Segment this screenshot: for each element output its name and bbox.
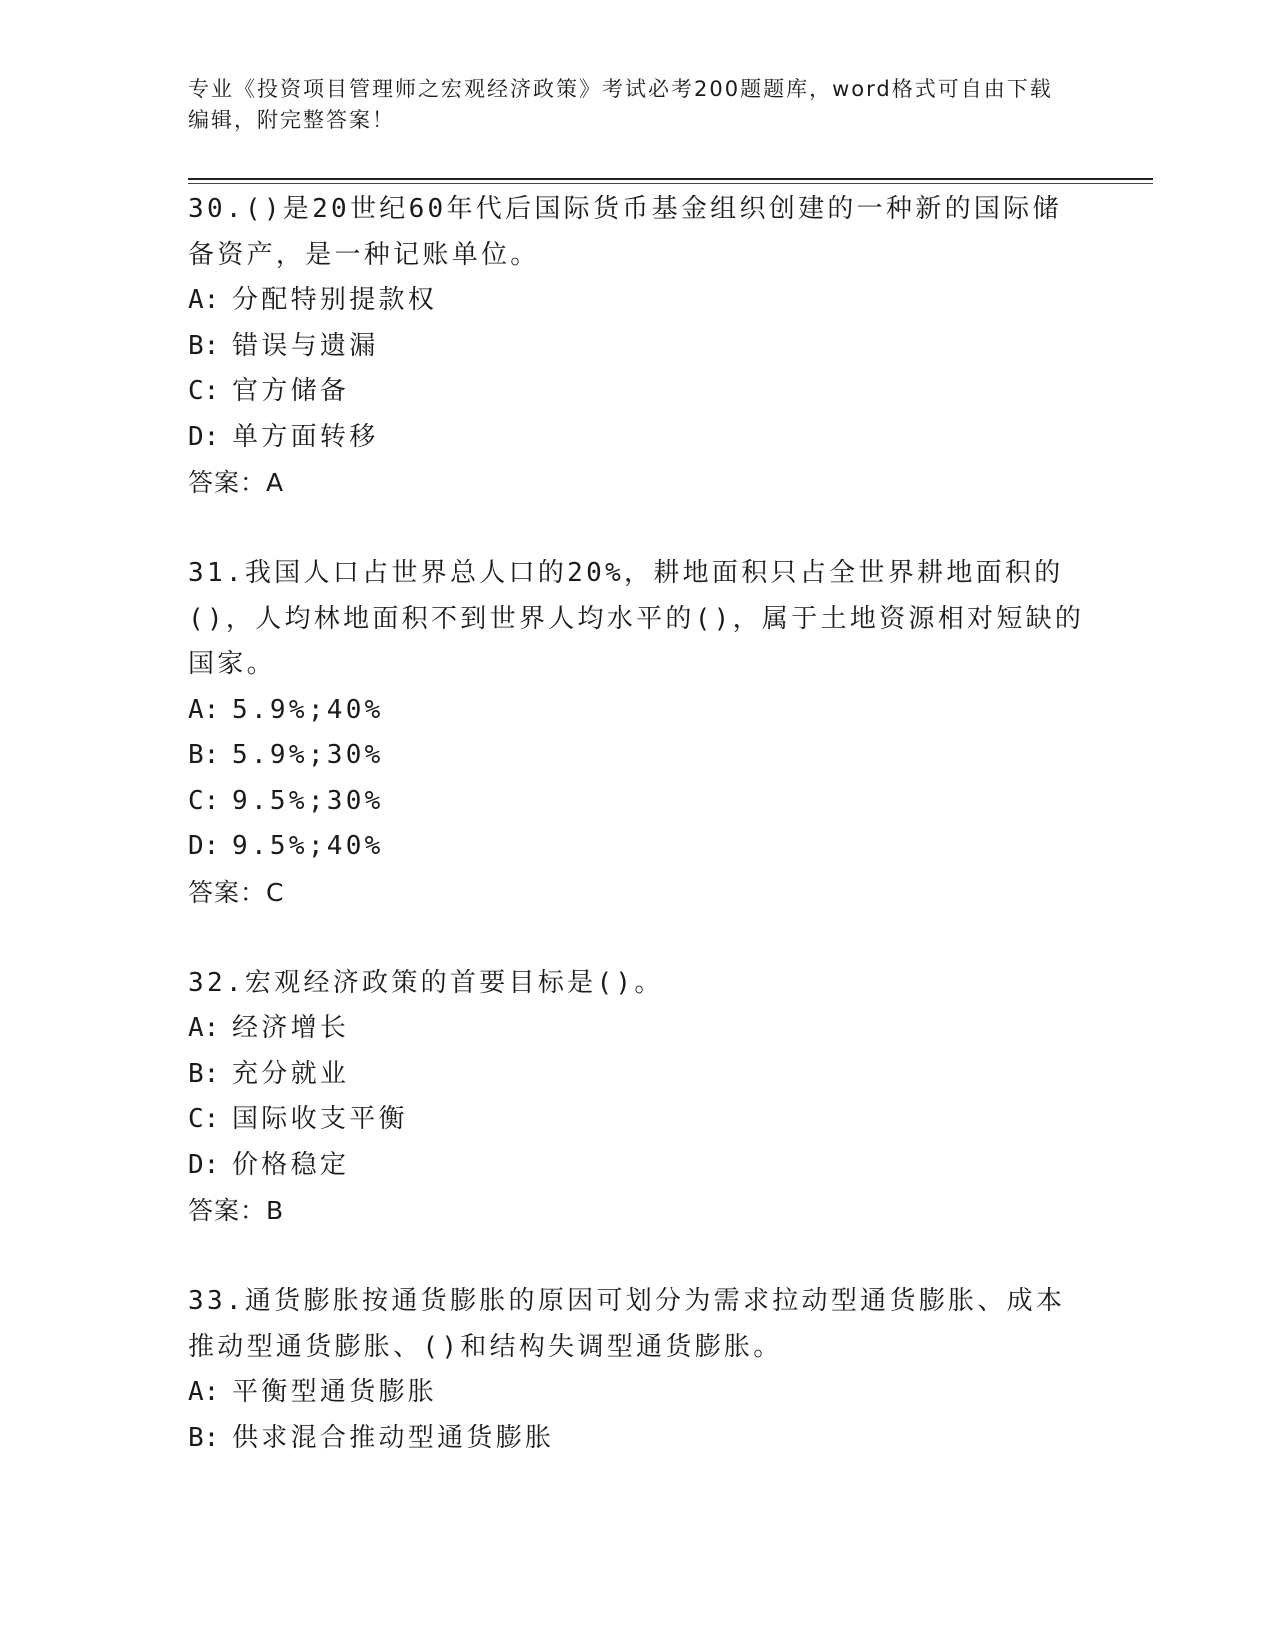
- option-text: 9.5%;40%: [232, 831, 384, 861]
- question-stem: 32.宏观经济政策的首要目标是()。: [188, 967, 664, 998]
- option-letter: B:: [188, 740, 220, 770]
- option-d: [188, 824, 1088, 870]
- option-letter: A:: [188, 694, 220, 725]
- option-text: 单方面转移: [232, 421, 379, 452]
- option-letter: C:: [188, 785, 220, 816]
- answer-line: 答案：B: [188, 1196, 285, 1225]
- option-a: [188, 1370, 1088, 1416]
- option-text: 5.9%;40%: [232, 694, 384, 725]
- option-letter: B:: [188, 1058, 220, 1089]
- option-text: 国际收支平衡: [232, 1104, 408, 1134]
- question-32: [188, 961, 1088, 1234]
- option-text: 经济增长: [232, 1013, 350, 1043]
- header-rule-thin: [188, 183, 1153, 184]
- option-text: 价格稳定: [232, 1149, 350, 1180]
- option-text: 充分就业: [232, 1058, 350, 1089]
- header-rule-thick: [188, 178, 1153, 180]
- option-a: [188, 278, 1088, 324]
- option-letter: A:: [188, 285, 220, 315]
- option-letter: A:: [188, 1013, 220, 1043]
- option-text: 供求混合推动型通货膨胀: [232, 1422, 555, 1453]
- option-text: 5.9%;30%: [232, 740, 384, 770]
- option-c: [188, 1097, 1088, 1143]
- option-text: 官方储备: [232, 376, 350, 406]
- option-letter: A:: [188, 1377, 220, 1407]
- question-gap: [188, 915, 1088, 961]
- option-b: [188, 1416, 1088, 1462]
- option-c: [188, 779, 1088, 825]
- option-d: [188, 415, 1088, 461]
- option-d: [188, 1143, 1088, 1189]
- option-a: [188, 1006, 1088, 1052]
- answer-line: 答案：A: [188, 468, 285, 497]
- option-letter: B:: [188, 1422, 220, 1453]
- option-b: [188, 733, 1088, 779]
- option-letter: C:: [188, 1104, 220, 1134]
- option-letter: D:: [188, 1149, 220, 1180]
- option-a: [188, 688, 1088, 734]
- answer-line: 答案：C: [188, 877, 285, 907]
- option-b: [188, 1052, 1088, 1098]
- document-header: 专业《投资项目管理师之宏观经济政策》考试必考200题题库，word格式可自由下载编辑，附完整答案！: [188, 77, 1053, 132]
- question-stem: 31.我国人口占世界总人口的20%，耕地面积只占全世界耕地面积的()，人均林地面积不到世界人均水平的()，属于土地资源相对短缺的国家。: [188, 558, 1085, 679]
- option-text: 分配特别提款权: [232, 285, 438, 315]
- option-letter: C:: [188, 376, 220, 406]
- option-text: 错误与遗漏: [232, 330, 379, 361]
- question-gap: [188, 1234, 1088, 1280]
- question-31: [188, 551, 1088, 915]
- question-gap: [188, 506, 1088, 552]
- option-text: 平衡型通货膨胀: [232, 1377, 438, 1407]
- question-list: [188, 187, 1088, 1461]
- option-text: 9.5%;30%: [232, 785, 384, 816]
- option-c: [188, 369, 1088, 415]
- option-letter: D:: [188, 831, 220, 861]
- question-30: [188, 187, 1088, 506]
- question-33: [188, 1279, 1088, 1461]
- question-stem: 33.通货膨胀按通货膨胀的原因可划分为需求拉动型通货膨胀、成本推动型通货膨胀、()和结构失调型通货膨胀。: [188, 1286, 1066, 1362]
- option-b: [188, 324, 1088, 370]
- option-letter: B:: [188, 330, 220, 361]
- option-letter: D:: [188, 421, 220, 452]
- question-stem: 30.()是20世纪60年代后国际货币基金组织创建的一种新的国际储备资产，是一种记账单位。: [188, 194, 1062, 270]
